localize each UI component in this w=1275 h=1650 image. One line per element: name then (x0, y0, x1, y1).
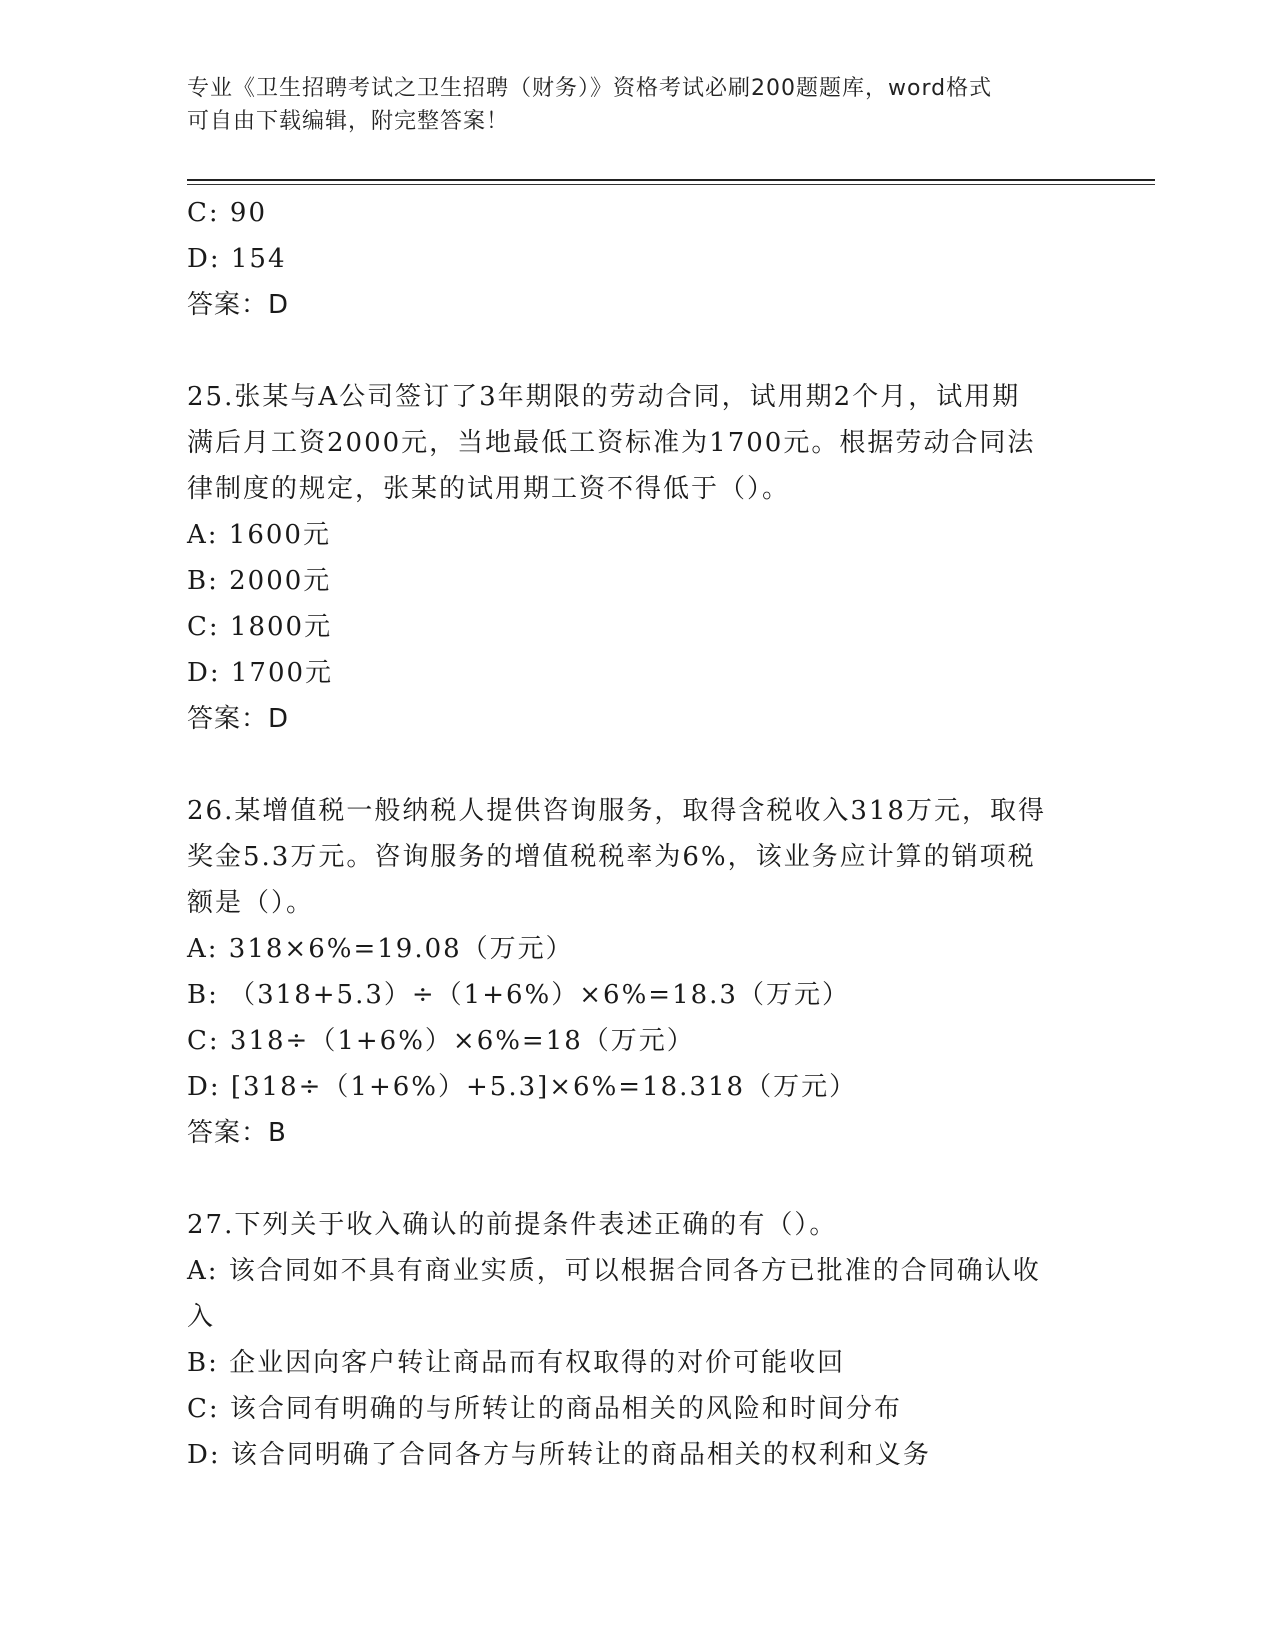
q26-stem-line-1: 26.某增值税一般纳税人提供咨询服务，取得含税收入318万元，取得 (187, 796, 1046, 826)
q24-option-c: C: 90 (187, 198, 268, 228)
question-26 (187, 788, 1087, 1156)
q26-answer: 答案：B (187, 1118, 287, 1148)
q26-option-a: A: 318×6%=19.08（万元） (187, 934, 574, 964)
q25-stem-line-1: 25.张某与A公司签订了3年期限的劳动合同，试用期2个月，试用期 (187, 382, 1021, 412)
q26-option-c: C: 318÷（1+6%）×6%=18（万元） (187, 1026, 695, 1056)
q24-option-d: D: 154 (187, 244, 287, 274)
q25-option-d: D: 1700元 (187, 658, 334, 688)
q25-option-a: A: 1600元 (187, 520, 331, 550)
q27-option-b: B: 企业因向客户转让商品而有权取得的对价可能收回 (187, 1348, 846, 1378)
q25-answer: 答案：D (187, 704, 290, 734)
header-rule-thick (187, 179, 1155, 181)
spacer (187, 742, 1087, 788)
question-24-tail (187, 190, 1087, 328)
q27-stem-line-1: 27.下列关于收入确认的前提条件表述正确的有（）。 (187, 1210, 838, 1240)
spacer (187, 328, 1087, 374)
spacer (187, 1156, 1087, 1202)
q25-option-b: B: 2000元 (187, 566, 332, 596)
page-header (187, 72, 1087, 138)
question-25 (187, 374, 1087, 742)
q25-stem-line-3: 律制度的规定，张某的试用期工资不得低于（）。 (187, 474, 791, 504)
q26-stem-line-3: 额是（）。 (187, 888, 315, 918)
question-27 (187, 1202, 1087, 1478)
header-title-line-1: 专业《卫生招聘考试之卫生招聘（财务）》资格考试必刷200题题库，word格式 (187, 76, 993, 101)
q26-option-b: B: （318+5.3）÷（1+6%）×6%=18.3（万元） (187, 980, 850, 1010)
q26-option-d: D: [318÷（1+6%）+5.3]×6%=18.318（万元） (187, 1072, 858, 1102)
q27-option-a-line-1: A: 该合同如不具有商业实质，可以根据合同各方已批准的合同确认收 (187, 1256, 1041, 1286)
q27-option-c: C: 该合同有明确的与所转让的商品相关的风险和时间分布 (187, 1394, 902, 1424)
q25-option-c: C: 1800元 (187, 612, 333, 642)
q25-stem-line-2: 满后月工资2000元，当地最低工资标准为1700元。根据劳动合同法 (187, 428, 1036, 458)
q26-stem-line-2: 奖金5.3万元。咨询服务的增值税税率为6%，该业务应计算的销项税 (187, 842, 1036, 872)
q27-option-d: D: 该合同明确了合同各方与所转让的商品相关的权利和义务 (187, 1440, 931, 1470)
header-title-line-2: 可自由下载编辑，附完整答案！ (187, 109, 510, 134)
header-rule-thin (187, 184, 1155, 185)
q27-option-a-line-2: 入 (187, 1302, 216, 1332)
question-content (187, 190, 1087, 1478)
q24-answer: 答案：D (187, 290, 290, 320)
